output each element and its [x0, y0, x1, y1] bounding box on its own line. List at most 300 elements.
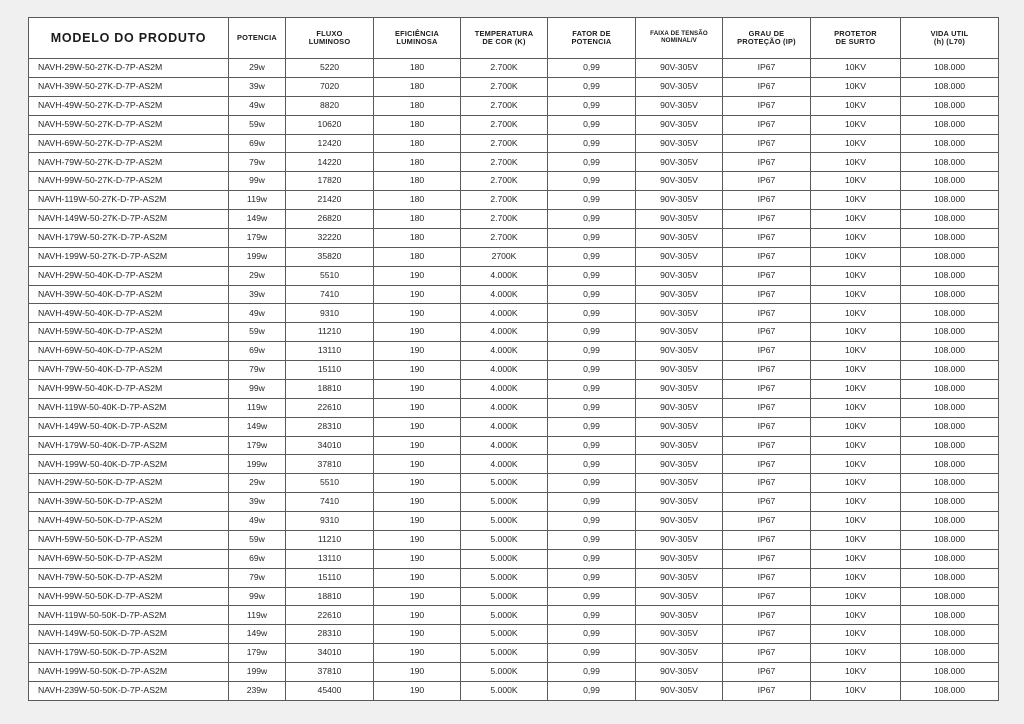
cell-modelo: NAVH-99W-50-40K-D-7P-AS2M: [29, 379, 229, 398]
cell-protetor: 10KV: [811, 549, 901, 568]
cell-modelo: NAVH-119W-50-50K-D-7P-AS2M: [29, 606, 229, 625]
cell-fator: 0,99: [548, 379, 636, 398]
cell-fator: 0,99: [548, 530, 636, 549]
cell-fator: 0,99: [548, 77, 636, 96]
cell-eficiencia: 180: [374, 191, 461, 210]
cell-grau: IP67: [723, 228, 811, 247]
cell-vida: 108.000: [901, 285, 999, 304]
cell-grau: IP67: [723, 644, 811, 663]
table-row: [29, 625, 999, 644]
cell-vida: 108.000: [901, 549, 999, 568]
cell-protetor: 10KV: [811, 77, 901, 96]
product-spec-table: [28, 17, 999, 701]
cell-eficiencia: 190: [374, 625, 461, 644]
cell-fator: 0,99: [548, 228, 636, 247]
cell-grau: IP67: [723, 59, 811, 78]
cell-fluxo: 14220: [286, 153, 374, 172]
cell-potencia: 179w: [229, 644, 286, 663]
cell-vida: 108.000: [901, 568, 999, 587]
cell-fluxo: 10620: [286, 115, 374, 134]
cell-protetor: 10KV: [811, 134, 901, 153]
table-row: [29, 285, 999, 304]
cell-protetor: 10KV: [811, 153, 901, 172]
cell-potencia: 179w: [229, 436, 286, 455]
table-row: [29, 77, 999, 96]
cell-faixa: 90V-305V: [636, 342, 723, 361]
cell-temperatura: 4.000K: [461, 285, 548, 304]
column-header-faixa-line1: FAIXA DE TENSÃO: [650, 30, 708, 38]
cell-modelo: NAVH-69W-50-40K-D-7P-AS2M: [29, 342, 229, 361]
cell-eficiencia: 190: [374, 681, 461, 700]
cell-faixa: 90V-305V: [636, 625, 723, 644]
cell-vida: 108.000: [901, 115, 999, 134]
cell-eficiencia: 190: [374, 455, 461, 474]
cell-eficiencia: 180: [374, 59, 461, 78]
cell-fator: 0,99: [548, 663, 636, 682]
cell-vida: 108.000: [901, 96, 999, 115]
cell-vida: 108.000: [901, 266, 999, 285]
cell-potencia: 39w: [229, 77, 286, 96]
cell-grau: IP67: [723, 512, 811, 531]
cell-fluxo: 13110: [286, 549, 374, 568]
cell-fluxo: 32220: [286, 228, 374, 247]
table-row: [29, 247, 999, 266]
cell-grau: IP67: [723, 549, 811, 568]
cell-grau: IP67: [723, 304, 811, 323]
column-header-potencia: [229, 18, 286, 59]
table-row: [29, 512, 999, 531]
column-header-vida-util: [901, 18, 999, 59]
cell-fator: 0,99: [548, 342, 636, 361]
cell-fluxo: 28310: [286, 417, 374, 436]
cell-temperatura: 5.000K: [461, 587, 548, 606]
cell-fluxo: 7020: [286, 77, 374, 96]
cell-grau: IP67: [723, 323, 811, 342]
cell-fluxo: 5510: [286, 266, 374, 285]
cell-grau: IP67: [723, 153, 811, 172]
cell-fator: 0,99: [548, 115, 636, 134]
cell-protetor: 10KV: [811, 115, 901, 134]
cell-potencia: 79w: [229, 361, 286, 380]
cell-protetor: 10KV: [811, 361, 901, 380]
cell-grau: IP67: [723, 361, 811, 380]
cell-potencia: 69w: [229, 134, 286, 153]
cell-vida: 108.000: [901, 77, 999, 96]
cell-fator: 0,99: [548, 512, 636, 531]
cell-temperatura: 4.000K: [461, 342, 548, 361]
cell-potencia: 59w: [229, 323, 286, 342]
cell-vida: 108.000: [901, 681, 999, 700]
cell-protetor: 10KV: [811, 625, 901, 644]
column-header-modelo: [29, 18, 229, 59]
cell-potencia: 119w: [229, 606, 286, 625]
column-header-temperatura-line1: TEMPERATURA: [474, 28, 534, 38]
cell-potencia: 59w: [229, 530, 286, 549]
cell-grau: IP67: [723, 493, 811, 512]
cell-fator: 0,99: [548, 247, 636, 266]
column-header-fluxo-line2: LUMINOSO: [308, 37, 351, 46]
column-header-grau-line2: PROTEÇÃO (IP): [737, 37, 796, 46]
cell-potencia: 99w: [229, 587, 286, 606]
cell-temperatura: 4.000K: [461, 455, 548, 474]
cell-eficiencia: 190: [374, 323, 461, 342]
cell-fluxo: 37810: [286, 663, 374, 682]
column-header-fluxo-luminoso: [286, 18, 374, 59]
cell-fluxo: 17820: [286, 172, 374, 191]
cell-modelo: NAVH-99W-50-50K-D-7P-AS2M: [29, 587, 229, 606]
cell-temperatura: 5.000K: [461, 625, 548, 644]
cell-eficiencia: 190: [374, 361, 461, 380]
cell-modelo: NAVH-199W-50-27K-D-7P-AS2M: [29, 247, 229, 266]
cell-faixa: 90V-305V: [636, 115, 723, 134]
cell-vida: 108.000: [901, 153, 999, 172]
cell-eficiencia: 190: [374, 644, 461, 663]
table-row: [29, 379, 999, 398]
column-header-protetor-line2: DE SURTO: [835, 37, 876, 46]
cell-grau: IP67: [723, 266, 811, 285]
column-header-protetor-line1: PROTETOR: [834, 28, 877, 38]
table-row: [29, 153, 999, 172]
cell-temperatura: 5.000K: [461, 568, 548, 587]
column-header-fator-line1: FATOR DE: [572, 28, 611, 38]
cell-vida: 108.000: [901, 228, 999, 247]
cell-eficiencia: 180: [374, 172, 461, 191]
cell-faixa: 90V-305V: [636, 681, 723, 700]
cell-modelo: NAVH-199W-50-50K-D-7P-AS2M: [29, 663, 229, 682]
cell-faixa: 90V-305V: [636, 134, 723, 153]
cell-temperatura: 2.700K: [461, 228, 548, 247]
column-header-eficiencia-line1: EFICIÊNCIA: [394, 28, 440, 38]
cell-grau: IP67: [723, 587, 811, 606]
cell-modelo: NAVH-29W-50-27K-D-7P-AS2M: [29, 59, 229, 78]
cell-potencia: 119w: [229, 398, 286, 417]
cell-faixa: 90V-305V: [636, 191, 723, 210]
cell-potencia: 199w: [229, 455, 286, 474]
cell-fator: 0,99: [548, 210, 636, 229]
cell-protetor: 10KV: [811, 59, 901, 78]
cell-fluxo: 34010: [286, 436, 374, 455]
cell-temperatura: 2.700K: [461, 77, 548, 96]
cell-vida: 108.000: [901, 361, 999, 380]
column-header-faixa-line2: NOMINAL/V: [661, 37, 697, 44]
cell-grau: IP67: [723, 663, 811, 682]
cell-eficiencia: 190: [374, 474, 461, 493]
column-header-temperatura-cor: [461, 18, 548, 59]
cell-protetor: 10KV: [811, 266, 901, 285]
table-row: [29, 59, 999, 78]
column-header-temperatura-line2: DE COR (K): [482, 37, 526, 46]
cell-fator: 0,99: [548, 266, 636, 285]
cell-eficiencia: 180: [374, 77, 461, 96]
cell-eficiencia: 190: [374, 436, 461, 455]
cell-modelo: NAVH-79W-50-40K-D-7P-AS2M: [29, 361, 229, 380]
cell-fluxo: 7410: [286, 493, 374, 512]
cell-faixa: 90V-305V: [636, 228, 723, 247]
cell-vida: 108.000: [901, 379, 999, 398]
cell-faixa: 90V-305V: [636, 379, 723, 398]
cell-potencia: 49w: [229, 304, 286, 323]
cell-vida: 108.000: [901, 455, 999, 474]
cell-protetor: 10KV: [811, 644, 901, 663]
cell-potencia: 149w: [229, 625, 286, 644]
cell-grau: IP67: [723, 417, 811, 436]
table-row: [29, 115, 999, 134]
cell-temperatura: 5.000K: [461, 663, 548, 682]
cell-faixa: 90V-305V: [636, 398, 723, 417]
cell-fluxo: 9310: [286, 512, 374, 531]
spec-sheet: [28, 17, 998, 701]
cell-temperatura: 2.700K: [461, 210, 548, 229]
cell-faixa: 90V-305V: [636, 644, 723, 663]
cell-faixa: 90V-305V: [636, 266, 723, 285]
column-header-potencia-line1: POTENCIA: [237, 32, 277, 42]
cell-fator: 0,99: [548, 323, 636, 342]
cell-fator: 0,99: [548, 493, 636, 512]
cell-eficiencia: 190: [374, 285, 461, 304]
cell-modelo: NAVH-49W-50-27K-D-7P-AS2M: [29, 96, 229, 115]
table-row: [29, 530, 999, 549]
cell-fator: 0,99: [548, 681, 636, 700]
cell-vida: 108.000: [901, 644, 999, 663]
cell-faixa: 90V-305V: [636, 512, 723, 531]
cell-protetor: 10KV: [811, 436, 901, 455]
cell-protetor: 10KV: [811, 323, 901, 342]
cell-fluxo: 8820: [286, 96, 374, 115]
cell-eficiencia: 190: [374, 493, 461, 512]
cell-faixa: 90V-305V: [636, 247, 723, 266]
cell-fluxo: 35820: [286, 247, 374, 266]
cell-eficiencia: 190: [374, 568, 461, 587]
cell-potencia: 39w: [229, 285, 286, 304]
cell-vida: 108.000: [901, 191, 999, 210]
cell-vida: 108.000: [901, 512, 999, 531]
cell-fator: 0,99: [548, 568, 636, 587]
cell-protetor: 10KV: [811, 587, 901, 606]
cell-fluxo: 45400: [286, 681, 374, 700]
cell-faixa: 90V-305V: [636, 606, 723, 625]
cell-eficiencia: 180: [374, 247, 461, 266]
cell-grau: IP67: [723, 191, 811, 210]
cell-modelo: NAVH-199W-50-40K-D-7P-AS2M: [29, 455, 229, 474]
cell-protetor: 10KV: [811, 493, 901, 512]
cell-grau: IP67: [723, 530, 811, 549]
cell-vida: 108.000: [901, 304, 999, 323]
cell-fator: 0,99: [548, 153, 636, 172]
cell-fluxo: 34010: [286, 644, 374, 663]
cell-vida: 108.000: [901, 436, 999, 455]
cell-temperatura: 4.000K: [461, 398, 548, 417]
cell-vida: 108.000: [901, 474, 999, 493]
cell-protetor: 10KV: [811, 210, 901, 229]
cell-faixa: 90V-305V: [636, 568, 723, 587]
cell-potencia: 119w: [229, 191, 286, 210]
cell-protetor: 10KV: [811, 191, 901, 210]
column-header-vida-line1: VIDA UTIL: [930, 28, 969, 38]
table-row: [29, 663, 999, 682]
cell-temperatura: 2.700K: [461, 59, 548, 78]
cell-grau: IP67: [723, 398, 811, 417]
cell-temperatura: 2.700K: [461, 153, 548, 172]
cell-potencia: 149w: [229, 210, 286, 229]
table-row: [29, 568, 999, 587]
cell-potencia: 239w: [229, 681, 286, 700]
cell-fator: 0,99: [548, 455, 636, 474]
cell-fator: 0,99: [548, 304, 636, 323]
cell-faixa: 90V-305V: [636, 361, 723, 380]
cell-grau: IP67: [723, 172, 811, 191]
cell-faixa: 90V-305V: [636, 285, 723, 304]
cell-faixa: 90V-305V: [636, 172, 723, 191]
cell-fluxo: 15110: [286, 361, 374, 380]
cell-temperatura: 5.000K: [461, 606, 548, 625]
cell-protetor: 10KV: [811, 96, 901, 115]
cell-fator: 0,99: [548, 285, 636, 304]
cell-temperatura: 4.000K: [461, 379, 548, 398]
cell-grau: IP67: [723, 342, 811, 361]
cell-protetor: 10KV: [811, 228, 901, 247]
cell-fluxo: 11210: [286, 530, 374, 549]
cell-modelo: NAVH-59W-50-50K-D-7P-AS2M: [29, 530, 229, 549]
cell-eficiencia: 180: [374, 228, 461, 247]
cell-potencia: 49w: [229, 96, 286, 115]
cell-potencia: 29w: [229, 59, 286, 78]
cell-protetor: 10KV: [811, 172, 901, 191]
cell-vida: 108.000: [901, 210, 999, 229]
cell-vida: 108.000: [901, 587, 999, 606]
table-row: [29, 436, 999, 455]
cell-protetor: 10KV: [811, 285, 901, 304]
table-header: [29, 18, 999, 59]
cell-temperatura: 5.000K: [461, 681, 548, 700]
cell-faixa: 90V-305V: [636, 304, 723, 323]
cell-modelo: NAVH-149W-50-27K-D-7P-AS2M: [29, 210, 229, 229]
cell-fator: 0,99: [548, 644, 636, 663]
cell-temperatura: 2700K: [461, 247, 548, 266]
table-row: [29, 134, 999, 153]
cell-faixa: 90V-305V: [636, 323, 723, 342]
cell-fluxo: 18810: [286, 379, 374, 398]
cell-fator: 0,99: [548, 587, 636, 606]
table-row: [29, 210, 999, 229]
cell-faixa: 90V-305V: [636, 474, 723, 493]
cell-faixa: 90V-305V: [636, 96, 723, 115]
cell-eficiencia: 190: [374, 379, 461, 398]
table-row: [29, 417, 999, 436]
cell-modelo: NAVH-49W-50-40K-D-7P-AS2M: [29, 304, 229, 323]
cell-protetor: 10KV: [811, 512, 901, 531]
cell-faixa: 90V-305V: [636, 493, 723, 512]
cell-grau: IP67: [723, 96, 811, 115]
cell-fluxo: 5220: [286, 59, 374, 78]
table-row: [29, 398, 999, 417]
cell-fator: 0,99: [548, 549, 636, 568]
cell-fluxo: 7410: [286, 285, 374, 304]
cell-grau: IP67: [723, 625, 811, 644]
cell-eficiencia: 180: [374, 134, 461, 153]
cell-temperatura: 2.700K: [461, 191, 548, 210]
cell-faixa: 90V-305V: [636, 210, 723, 229]
cell-potencia: 29w: [229, 266, 286, 285]
cell-grau: IP67: [723, 210, 811, 229]
table-row: [29, 361, 999, 380]
cell-protetor: 10KV: [811, 379, 901, 398]
cell-potencia: 69w: [229, 342, 286, 361]
cell-temperatura: 5.000K: [461, 512, 548, 531]
cell-modelo: NAVH-39W-50-50K-D-7P-AS2M: [29, 493, 229, 512]
table-row: [29, 228, 999, 247]
cell-fluxo: 22610: [286, 398, 374, 417]
cell-faixa: 90V-305V: [636, 455, 723, 474]
column-header-grau-line1: GRAU DE: [748, 28, 785, 38]
cell-modelo: NAVH-149W-50-50K-D-7P-AS2M: [29, 625, 229, 644]
cell-vida: 108.000: [901, 493, 999, 512]
cell-modelo: NAVH-179W-50-27K-D-7P-AS2M: [29, 228, 229, 247]
cell-temperatura: 5.000K: [461, 549, 548, 568]
cell-fator: 0,99: [548, 474, 636, 493]
cell-temperatura: 4.000K: [461, 323, 548, 342]
column-header-fator-line2: POTENCIA: [571, 37, 612, 46]
table-row: [29, 681, 999, 700]
cell-protetor: 10KV: [811, 474, 901, 493]
cell-fluxo: 28310: [286, 625, 374, 644]
cell-protetor: 10KV: [811, 568, 901, 587]
cell-modelo: NAVH-119W-50-27K-D-7P-AS2M: [29, 191, 229, 210]
cell-temperatura: 2.700K: [461, 96, 548, 115]
cell-temperatura: 5.000K: [461, 644, 548, 663]
cell-modelo: NAVH-49W-50-50K-D-7P-AS2M: [29, 512, 229, 531]
column-header-faixa-tensao: [636, 18, 723, 59]
table-row: [29, 266, 999, 285]
cell-modelo: NAVH-29W-50-50K-D-7P-AS2M: [29, 474, 229, 493]
cell-eficiencia: 180: [374, 210, 461, 229]
cell-faixa: 90V-305V: [636, 549, 723, 568]
table-row: [29, 342, 999, 361]
cell-fluxo: 22610: [286, 606, 374, 625]
cell-modelo: NAVH-179W-50-40K-D-7P-AS2M: [29, 436, 229, 455]
cell-fator: 0,99: [548, 96, 636, 115]
column-header-fator-potencia: [548, 18, 636, 59]
cell-grau: IP67: [723, 134, 811, 153]
column-header-protetor-surto: [811, 18, 901, 59]
cell-faixa: 90V-305V: [636, 59, 723, 78]
cell-eficiencia: 190: [374, 663, 461, 682]
cell-faixa: 90V-305V: [636, 77, 723, 96]
table-row: [29, 474, 999, 493]
cell-faixa: 90V-305V: [636, 417, 723, 436]
cell-protetor: 10KV: [811, 455, 901, 474]
cell-modelo: NAVH-239W-50-50K-D-7P-AS2M: [29, 681, 229, 700]
cell-modelo: NAVH-29W-50-40K-D-7P-AS2M: [29, 266, 229, 285]
cell-potencia: 179w: [229, 228, 286, 247]
cell-temperatura: 4.000K: [461, 417, 548, 436]
cell-grau: IP67: [723, 606, 811, 625]
cell-faixa: 90V-305V: [636, 153, 723, 172]
cell-protetor: 10KV: [811, 681, 901, 700]
cell-protetor: 10KV: [811, 398, 901, 417]
table-row: [29, 455, 999, 474]
cell-eficiencia: 190: [374, 342, 461, 361]
table-row: [29, 304, 999, 323]
cell-fluxo: 21420: [286, 191, 374, 210]
cell-fator: 0,99: [548, 625, 636, 644]
cell-potencia: 99w: [229, 379, 286, 398]
cell-protetor: 10KV: [811, 247, 901, 266]
cell-vida: 108.000: [901, 172, 999, 191]
cell-temperatura: 4.000K: [461, 266, 548, 285]
cell-potencia: 59w: [229, 115, 286, 134]
cell-grau: IP67: [723, 436, 811, 455]
cell-potencia: 69w: [229, 549, 286, 568]
